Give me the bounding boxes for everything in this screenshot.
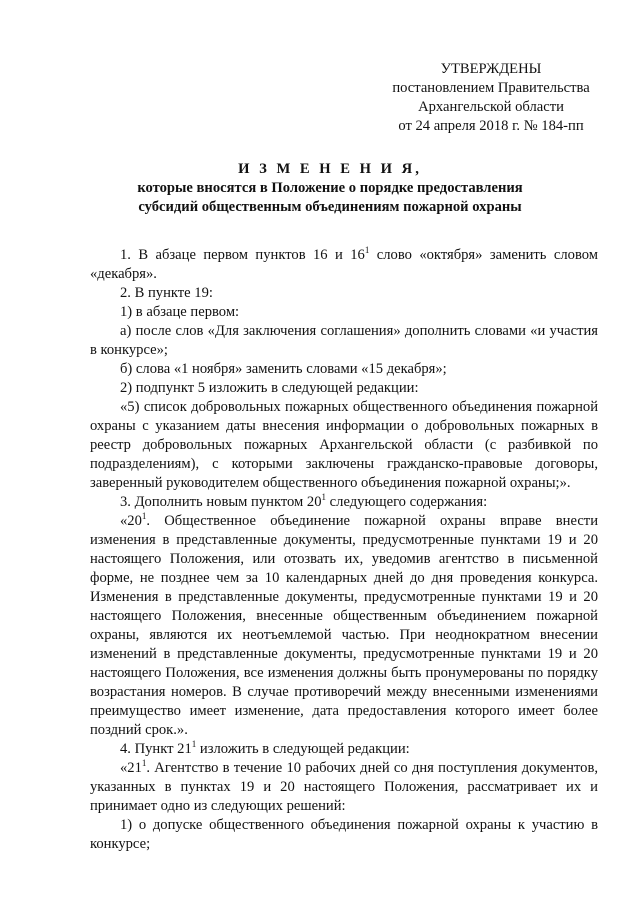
approval-title: УТВЕРЖДЕНЫ: [440, 61, 542, 77]
document-body: [90, 246, 598, 854]
paragraph: «$21^1$. Агентство в течение 10 рабочих дней со дня поступления документов, указанных в пунктах 19 и 20 настоящего Положения, рассматривает их и принимает одно из следующих решений:: [90, 758, 598, 814]
title-heading: И З М Е Н Е Н И Я,: [238, 161, 422, 177]
title-subtitle: субсидий общественным объединениям пожарной охраны: [138, 199, 522, 215]
paragraph: 1) в абзаце первом:: [120, 304, 240, 320]
paragraph: 3. Дополнить новым пунктом $20^1$ следующего содержания:: [120, 492, 488, 510]
paragraph: б) слова «1 ноября» заменить словами «15 декабря»;: [120, 361, 447, 377]
approval-stamp: [360, 60, 622, 136]
paragraph: «$20^1$. Общественное объединение пожарной охраны вправе внести изменения в представленные документы, предусмотренные пунктами 19 и 20 настоящего Положения, или отозвать их, уведомив агентство в письменной форме, не позднее чем за 10 календарных дней до дня проведения конкурса. Изменения в представленные документы, предусмотренные пунктами 19 и 20 настоящего Положения, внесенные общественным объединением пожарной охраны, являются их неотъемлемой частью. При неоднократном внесении изменений в представленные документы, предусмотренные пунктами 19 и 20 настоящего Положения, все изменения должны быть пронумерованы по порядку возрастания номеров. В случае противоречий между внесенными изменениями преимущество имеет изменение, дата предоставления которого имеет более поздний срок.».: [90, 511, 598, 738]
document-title: [80, 160, 580, 217]
paragraph: 2. В пункте 19:: [120, 285, 213, 301]
paragraph: 4. Пункт $21^1$ изложить в следующей редакции:: [120, 739, 410, 757]
approval-line: постановлением Правительства: [392, 80, 590, 96]
title-subtitle: которые вносятся в Положение о порядке предоставления: [137, 180, 523, 196]
approval-date: от 24 апреля 2018 г. № 184-пп: [398, 118, 584, 134]
approval-line: Архангельской области: [418, 99, 564, 115]
paragraph: а) после слов «Для заключения соглашения» дополнить словами «и участия в конкурсе»;: [90, 323, 598, 358]
paragraph: 1. В абзаце первом пунктов 16 и $16^1$ слово «октября» заменить словом «декабря».: [90, 245, 598, 282]
paragraph: «5) список добровольных пожарных общественного объединения пожарной охраны с указанием даты внесения информации о добровольных пожарных в реестр добровольных пожарных Архангельской области (с разбивкой по подразделениям), с которыми заключены гражданско-правовые договоры, заверенный руководителем общественного объединения пожарной охраны;».: [90, 399, 598, 491]
paragraph: 1) о допуске общественного объединения пожарной охраны к участию в конкурсе;: [90, 817, 598, 852]
paragraph: 2) подпункт 5 изложить в следующей редакции:: [120, 380, 419, 396]
